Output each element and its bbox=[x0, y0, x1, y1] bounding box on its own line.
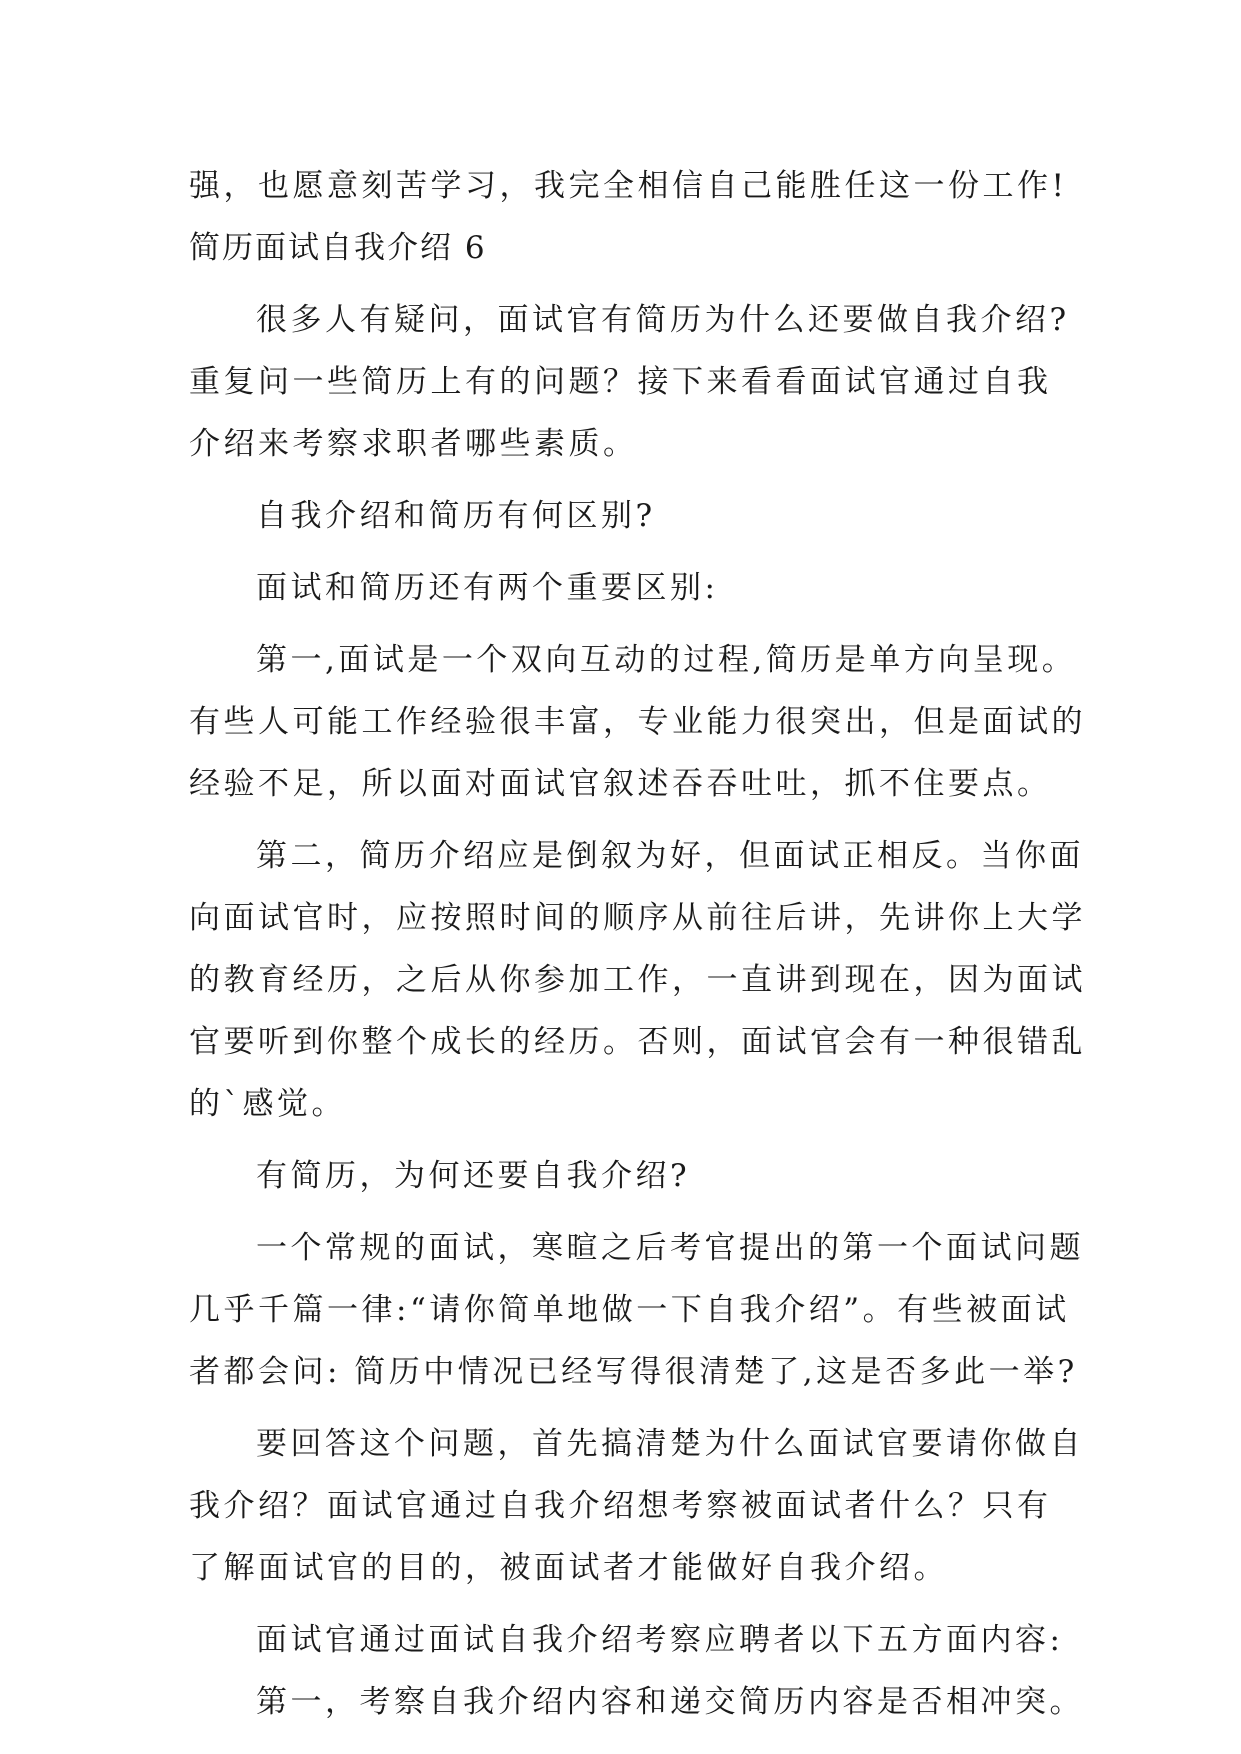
paragraph-gap bbox=[189, 619, 1069, 629]
text-line: 强，也愿意刻苦学习，我完全相信自己能胜任这一份工作! bbox=[189, 168, 1068, 204]
paragraph-gap bbox=[189, 279, 1069, 289]
text-line: 的`感觉。 bbox=[189, 1086, 346, 1122]
text-line: 面试官通过面试自我介绍考察应聘者以下五方面内容: bbox=[256, 1622, 1064, 1658]
text-line: 介绍来考察求职者哪些素质。 bbox=[189, 426, 638, 462]
paragraph-gap bbox=[189, 547, 1069, 557]
text-line: 向面试官时，应按照时间的顺序从前往后讲，先讲你上大学 bbox=[189, 900, 1086, 936]
text-line: 有简历，为何还要自我介绍? bbox=[256, 1158, 691, 1194]
paragraph-gap bbox=[189, 1135, 1069, 1145]
section-heading: 简历面试自我介绍 6 bbox=[189, 230, 487, 266]
text-line: 很多人有疑问，面试官有简历为什么还要做自我介绍? bbox=[256, 302, 1070, 338]
paragraph-gap bbox=[189, 1599, 1069, 1609]
text-line: 自我介绍和简历有何区别? bbox=[256, 498, 656, 534]
text-line: 第一，考察自我介绍内容和递交简历内容是否相冲突。 bbox=[256, 1684, 1084, 1720]
paragraph-gap bbox=[189, 1207, 1069, 1217]
text-line: 第二，简历介绍应是倒叙为好，但面试正相反。当你面 bbox=[256, 838, 1084, 874]
text-line: 有些人可能工作经验很丰富，专业能力很突出，但是面试的 bbox=[189, 704, 1086, 740]
paragraph-gap bbox=[189, 475, 1069, 485]
text-line: 的教育经历，之后从你参加工作，一直讲到现在，因为面试 bbox=[189, 962, 1086, 998]
text-line: 我介绍？面试官通过自我介绍想考察被面试者什么？只有 bbox=[189, 1488, 1052, 1524]
text-line: 几乎千篇一律:“请你简单地做一下自我介绍”。有些被面试 bbox=[189, 1292, 1070, 1328]
text-line: 重复问一些简历上有的问题？接下来看看面试官通过自我 bbox=[189, 364, 1052, 400]
text-line: 第一,面试是一个双向互动的过程,简历是单方向呈现。 bbox=[256, 642, 1077, 678]
paragraph-gap bbox=[189, 1403, 1069, 1413]
text-line: 要回答这个问题，首先搞清楚为什么面试官要请你做自 bbox=[256, 1426, 1084, 1462]
text-line: 经验不足，所以面对面试官叙述吞吞吐吐，抓不住要点。 bbox=[189, 766, 1052, 802]
text-line: 面试和简历还有两个重要区别: bbox=[256, 570, 719, 606]
text-line: 了解面试官的目的，被面试者才能做好自我介绍。 bbox=[189, 1550, 948, 1586]
text-line: 者都会问: 简历中情况已经写得很清楚了,这是否多此一举? bbox=[189, 1354, 1078, 1390]
text-line: 官要听到你整个成长的经历。否则，面试官会有一种很错乱 bbox=[189, 1024, 1086, 1060]
text-line: 一个常规的面试，寒暄之后考官提出的第一个面试问题 bbox=[256, 1230, 1084, 1266]
document-body bbox=[189, 155, 1086, 1733]
paragraph-gap bbox=[189, 815, 1069, 825]
